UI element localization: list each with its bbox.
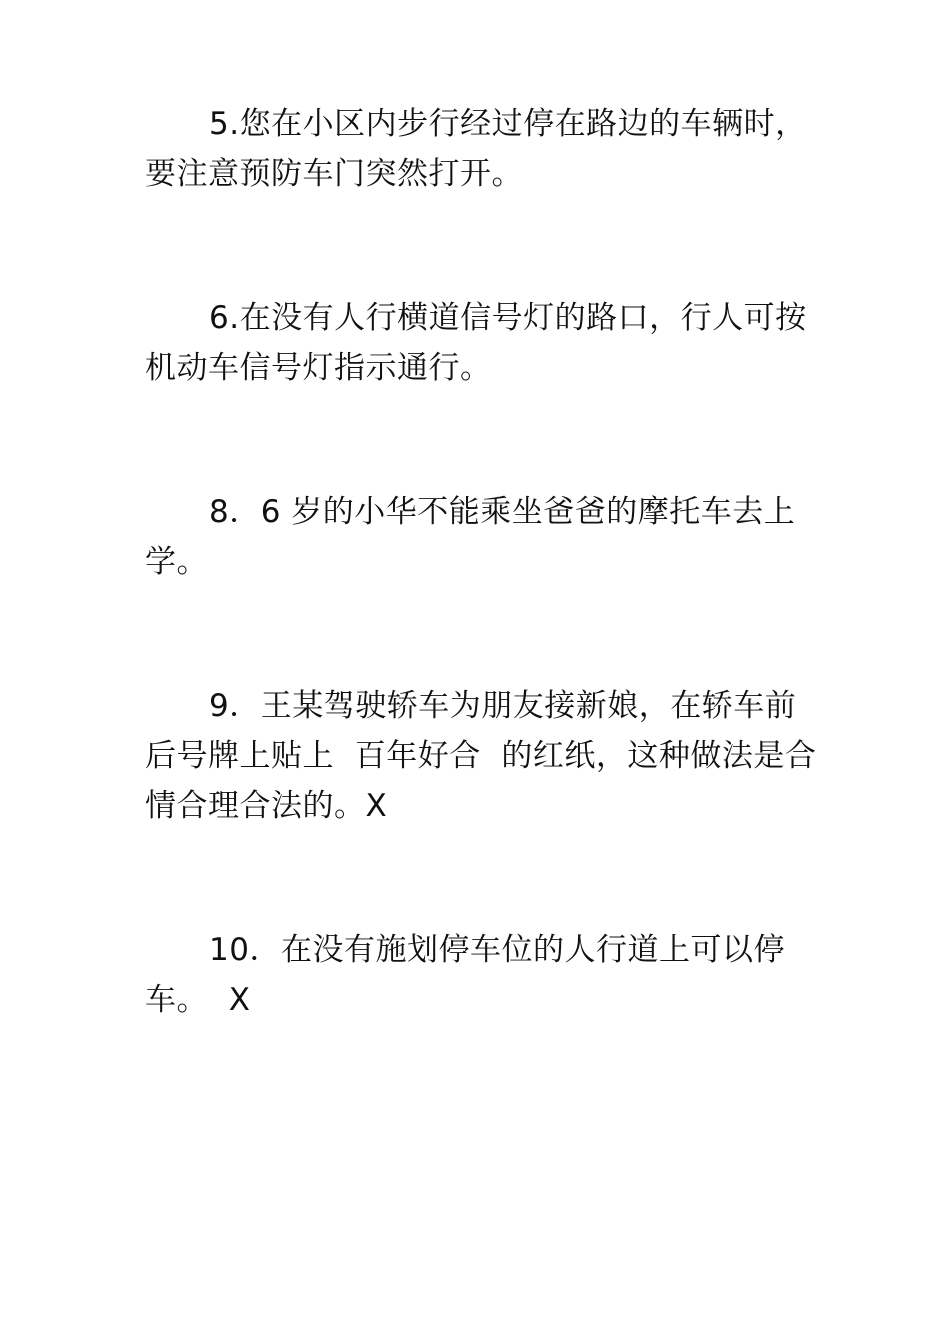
question-8: 8．6 岁的小华不能乘坐爸爸的摩托车去上学。 [145,494,796,580]
question-9: 9．王某驾驶轿车为朋友接新娘，在轿车前后号牌上贴上 百年好合 的红纸，这种做法是合情合理合法的。X [145,688,817,824]
question-5: 5.您在小区内步行经过停在路边的车辆时，要注意预防车门突然打开。 [145,106,807,192]
question-6: 6.在没有人行横道信号灯的路口，行人可按机动车信号灯指示通行。 [145,300,807,386]
question-10: 10．在没有施划停车位的人行道上可以停车。 X [145,932,785,1018]
